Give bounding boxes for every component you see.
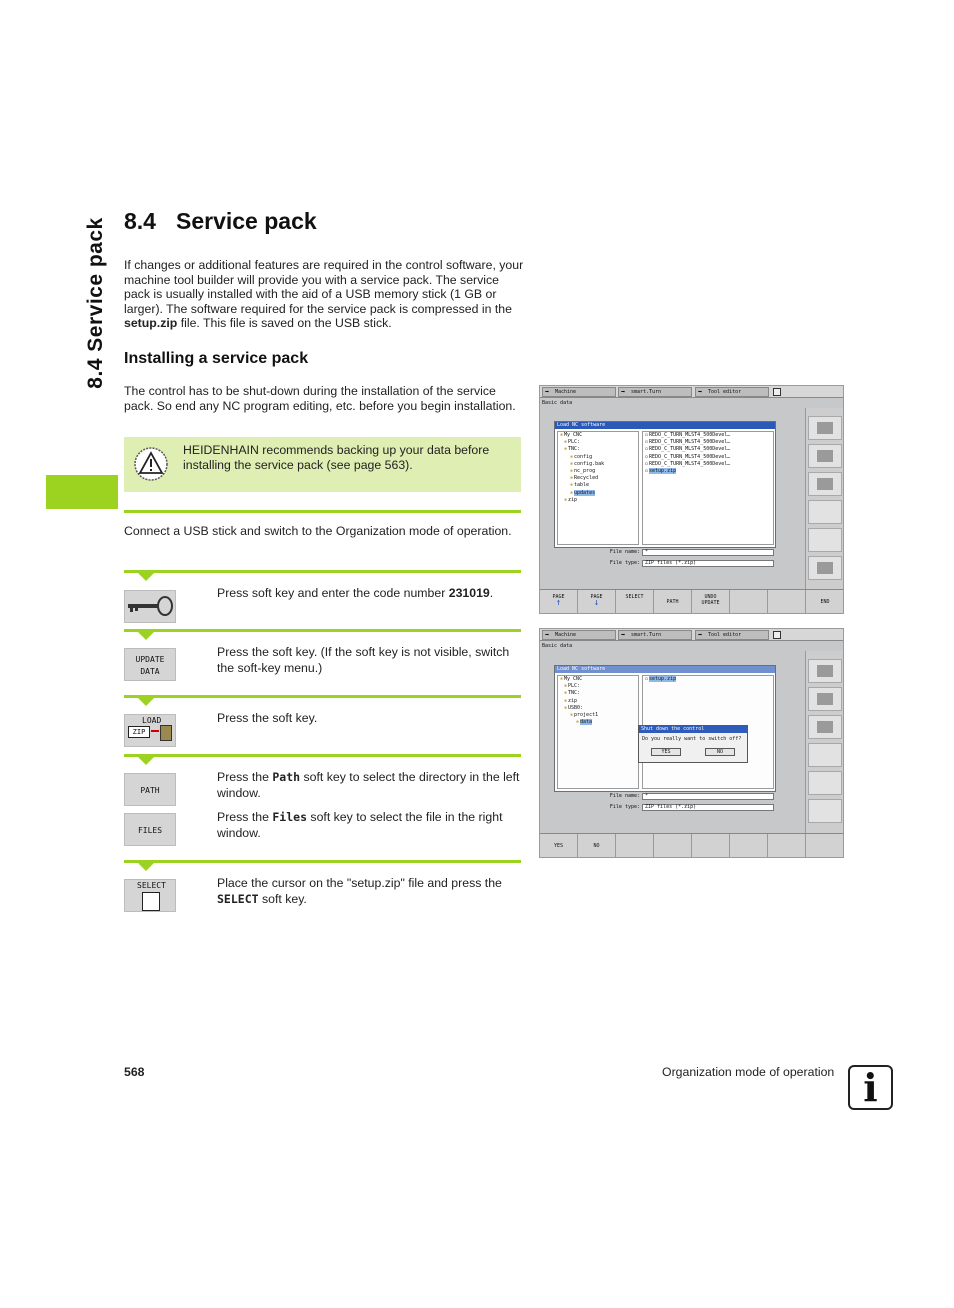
softkey-page-up[interactable]: PAGE ↑	[540, 590, 578, 614]
arrow-icon	[151, 730, 159, 732]
file-name-row: File name: *	[606, 793, 776, 800]
tree-item[interactable]: ▪ My CNC	[560, 676, 638, 683]
file-item[interactable]: ▫ REDO_C_TURN_MLST4_500Devel…	[645, 446, 773, 453]
softkey-empty[interactable]	[806, 834, 844, 858]
tree-item[interactable]: ▪ Recycled	[560, 475, 638, 482]
tree-item[interactable]: ▪ table	[560, 482, 638, 489]
vertical-softkey[interactable]	[808, 659, 842, 683]
vertical-softkey[interactable]	[808, 771, 842, 795]
tree-item[interactable]: ▪ My CNC	[560, 432, 638, 439]
softkey-empty[interactable]	[692, 834, 730, 858]
vertical-softkey[interactable]	[808, 556, 842, 580]
softkey-no[interactable]: NO	[578, 834, 616, 858]
dialog-title: Shut down the control	[639, 726, 747, 733]
vertical-softkey[interactable]	[808, 687, 842, 711]
vertical-softkey[interactable]	[808, 743, 842, 767]
softkey-end[interactable]: END	[820, 599, 830, 605]
tab-machine[interactable]: ➡ Machine	[542, 387, 616, 397]
step-divider	[124, 570, 521, 573]
mode-tab-bar	[540, 386, 843, 398]
tree-item[interactable]: ▪ TNC:	[560, 446, 638, 453]
softkey-empty[interactable]	[768, 834, 806, 858]
softkey-undo-update[interactable]: UNDO UPDATE	[692, 590, 730, 614]
section-divider	[124, 510, 521, 513]
softkey-empty[interactable]	[654, 834, 692, 858]
file-item-selected[interactable]: setup.zip	[649, 676, 677, 682]
tree-item[interactable]: ▪ USB0:	[560, 705, 638, 712]
step4-text: Press the Path soft key to select the directory in the left window.	[217, 770, 520, 800]
vertical-softkey-bar	[805, 408, 843, 590]
file-type-row: File type: ZIP files (*.zip)	[606, 804, 776, 811]
shutdown-paragraph: The control has to be shut-down during the installation of the service pack. So end any NC program editing, etc. before you begin installation.	[124, 384, 516, 413]
dialog-yes-button[interactable]: YES	[651, 748, 681, 756]
note-box	[124, 437, 521, 492]
tree-item[interactable]: ▪ zip	[560, 497, 638, 504]
tree-item-selected[interactable]: data	[580, 719, 593, 726]
disk-icon	[773, 388, 781, 396]
dialog-question: Do you really want to switch off?	[642, 736, 742, 742]
file-item[interactable]: ▫ REDO_C_TURN_MLST4_500Devel…	[645, 439, 773, 446]
file-type-select[interactable]: ZIP files (*.zip)	[642, 560, 774, 567]
side-section-title: 8.4 Service pack	[84, 217, 107, 389]
zip-icon: ZIP	[128, 726, 150, 738]
tab-tool-editor[interactable]: ➡ Tool editor	[695, 387, 769, 397]
softkey-yes[interactable]: YES	[540, 834, 578, 858]
load-nc-software-window	[554, 665, 776, 792]
vertical-softkey[interactable]	[808, 799, 842, 823]
directory-tree[interactable]	[557, 431, 639, 545]
vertical-softkey[interactable]	[808, 444, 842, 468]
footer-chapter-text: Organization mode of operation	[662, 1065, 835, 1079]
select-softkey[interactable]: SELECT	[124, 879, 176, 912]
section-heading: 8.4 Service pack	[124, 208, 317, 234]
key-softkey[interactable]	[124, 590, 176, 623]
screenshot-shutdown-dialog	[539, 628, 844, 858]
file-item[interactable]: ▫ REDO_C_TURN_MLST4_500Devel…	[645, 432, 773, 439]
tree-item[interactable]: ▪ config	[560, 454, 638, 461]
path-softkey[interactable]: PATH	[124, 773, 176, 806]
tree-item[interactable]: ▪ TNC:	[560, 690, 638, 697]
tree-item[interactable]: ▪ nc_prog	[560, 468, 638, 475]
tab-machine[interactable]: ➡ Machine	[542, 630, 616, 640]
window-title: Load NC software	[555, 666, 775, 673]
file-item[interactable]: ▫ REDO_C_TURN_MLST4_500Devel…	[645, 461, 773, 468]
chapter-tab-marker	[46, 475, 118, 509]
connect-usb-paragraph: Connect a USB stick and switch to the Organization mode of operation.	[124, 524, 512, 538]
step1-text: Press soft key and enter the code number 231019.	[217, 586, 494, 600]
file-name-row: File name: *	[606, 549, 776, 556]
step2-text: Press the soft key. (If the soft key is not visible, switch the soft-key menu.)	[217, 645, 510, 675]
window-title: Load NC software	[555, 422, 775, 429]
basic-data-label: Basic data	[542, 643, 573, 649]
tab-smart-turn[interactable]: ➡ smart.Turn	[618, 387, 692, 397]
file-item-selected[interactable]: setup.zip	[649, 467, 677, 474]
load-nc-software-window	[554, 421, 776, 548]
step5-text: Press the Files soft key to select the file in the right window.	[217, 810, 503, 840]
softkey-empty[interactable]	[768, 590, 806, 614]
vertical-softkey-bar	[805, 651, 843, 834]
tab-tool-editor[interactable]: ➡ Tool editor	[695, 630, 769, 640]
directory-tree[interactable]	[557, 675, 639, 789]
page-number: 568	[124, 1065, 145, 1079]
softkey-select[interactable]: SELECT	[616, 590, 654, 614]
tree-item[interactable]: ▪ PLC:	[560, 683, 638, 690]
softkey-empty[interactable]	[730, 590, 768, 614]
tree-item[interactable]: ▪ project1	[560, 712, 638, 719]
shutdown-dialog	[638, 725, 748, 763]
basic-data-label: Basic data	[542, 400, 573, 406]
step3-text: Press the soft key.	[217, 711, 318, 725]
step-divider	[124, 860, 521, 863]
tab-smart-turn[interactable]: ➡ smart.Turn	[618, 630, 692, 640]
softkey-empty[interactable]	[730, 834, 768, 858]
softkey-bar	[540, 833, 843, 857]
dialog-no-button[interactable]: NO	[705, 748, 735, 756]
warning-icon	[134, 447, 168, 481]
screenshot-load-nc-software	[539, 385, 844, 614]
load-zip-softkey[interactable]: LOAD ZIP	[124, 714, 176, 747]
step-divider	[124, 695, 521, 698]
vertical-softkey[interactable]	[808, 715, 842, 739]
note-text: HEIDENHAIN recommends backing up your data before installing the service pack (see page 563).	[183, 443, 490, 472]
info-icon: i	[848, 1065, 893, 1110]
file-name-field[interactable]: *	[642, 793, 774, 800]
step-divider	[124, 629, 521, 632]
page-icon	[142, 892, 160, 911]
file-name-field[interactable]: *	[642, 549, 774, 556]
tree-item-selected[interactable]: updates	[574, 489, 596, 496]
vertical-softkey[interactable]	[808, 472, 842, 496]
softkey-page-down[interactable]: PAGE ↓	[578, 590, 616, 614]
file-list[interactable]	[642, 431, 774, 545]
vertical-softkey[interactable]	[808, 528, 842, 552]
archive-icon	[160, 725, 172, 741]
softkey-bar	[540, 589, 843, 613]
softkey-path[interactable]: PATH	[654, 590, 692, 614]
step-divider	[124, 754, 521, 757]
softkey-empty[interactable]	[616, 834, 654, 858]
tree-item[interactable]: ▪ zip	[560, 698, 638, 705]
vertical-softkey[interactable]	[808, 500, 842, 524]
file-type-row: File type: ZIP files (*.zip)	[606, 560, 776, 567]
key-icon	[125, 591, 175, 622]
update-data-softkey[interactable]: UPDATE DATA	[124, 648, 176, 681]
intro-paragraph: If changes or additional features are required in the control software, your machine tool builder will provide you with a service pack. The service pack is usually installed with the aid of a USB memory stick (1 GB or larger). The software required for the service pack is compressed in the setup.zip file. This file is saved on the USB stick.	[124, 258, 524, 331]
step6-text: Place the cursor on the "setup.zip" file and press the SELECT soft key.	[217, 876, 502, 906]
files-softkey[interactable]: FILES	[124, 813, 176, 846]
mode-tab-bar	[540, 629, 843, 641]
disk-icon	[773, 631, 781, 639]
tree-item[interactable]: ▪ config.bak	[560, 461, 638, 468]
file-item[interactable]: ▫ REDO_C_TURN_MLST4_500Devel…	[645, 454, 773, 461]
tree-item[interactable]: ▪ PLC:	[560, 439, 638, 446]
subsection-heading: Installing a service pack	[124, 350, 309, 367]
file-type-select[interactable]: ZIP files (*.zip)	[642, 804, 774, 811]
vertical-softkey[interactable]	[808, 416, 842, 440]
